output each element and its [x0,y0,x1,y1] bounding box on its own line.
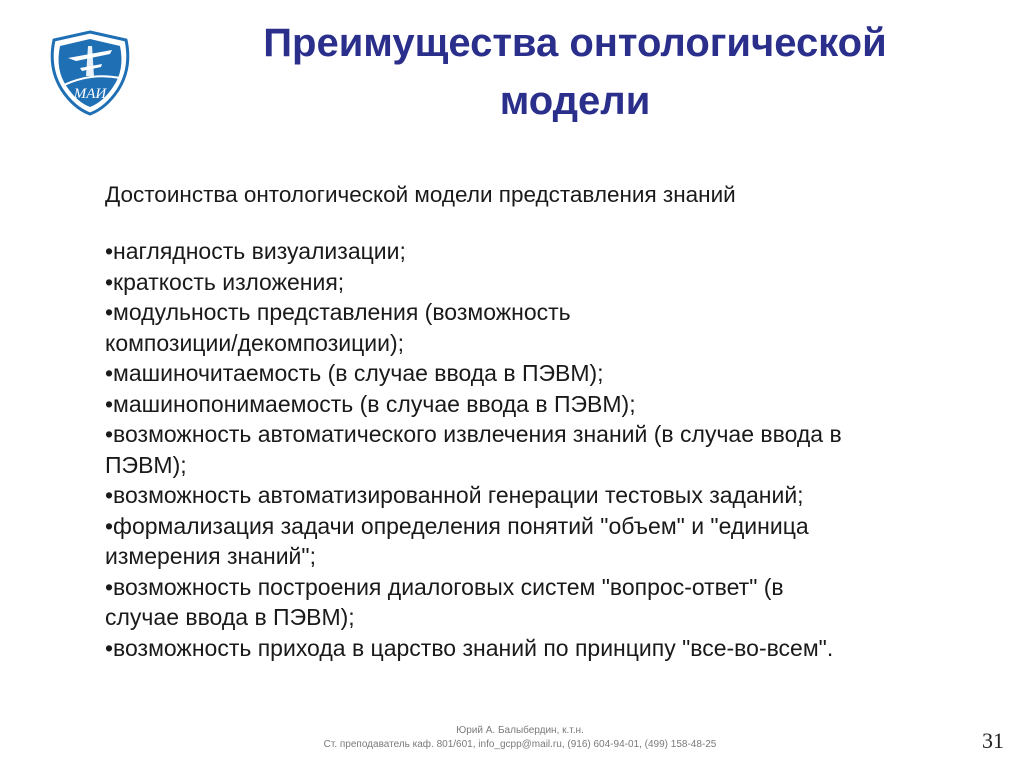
intro-text: Достоинства онтологической модели представления знаний [105,182,736,207]
list-item [105,358,965,389]
slide-title [150,14,1000,130]
list-item-line: •формализация задачи определения понятий "объем" и "единица [105,512,809,539]
list-item [105,480,965,511]
slide-footer [150,724,890,752]
list-item [105,419,965,480]
mai-logo-icon [40,28,140,118]
list-item [105,511,965,572]
list-item-line: •модульность представления (возможность [105,299,571,325]
slide-title-line1: Преимущества онтологической [263,21,887,65]
list-item-line: •наглядность визуализации; [105,238,406,264]
slide-content [105,178,965,663]
list-item-line: •возможность построения диалоговых систем "вопрос-ответ" (в [105,573,784,600]
mai-logo [40,28,140,118]
list-item-line: измерения знаний"; [105,543,316,569]
list-item-line: случае ввода в ПЭВМ); [105,604,355,630]
list-item [105,297,965,358]
slide-title-line2: модели [499,79,651,123]
footer-author: Юрий А. Балыбердин, к.т.н. [456,725,584,736]
list-item-line: •машиночитаемость (в случае ввода в ПЭВМ); [105,360,604,386]
footer-contacts: Ст. преподаватель каф. 801/601, info_gcpp@mail.ru, (916) 604-94-01, (499) 158-48-25 [323,739,717,750]
list-item-line: ПЭВМ); [105,451,187,478]
list-item [105,572,965,633]
list-item-line: композиции/декомпозиции); [105,329,404,356]
logo-text: МАИ [73,86,107,102]
list-item-line: •краткость изложения; [105,268,345,295]
page-number: 31 [982,728,1004,753]
list-item [105,389,965,420]
list-item-line: •возможность автоматического извлечения знаний (в случае ввода в [105,421,842,447]
list-item-line: •возможность прихода в царство знаний по принципу "все-во-всем". [105,634,834,661]
list-item [105,267,965,298]
list-item [105,633,965,664]
list-item [105,236,965,267]
advantages-list [105,236,965,663]
list-item-line: •машинопонимаемость (в случае ввода в ПЭВМ); [105,390,636,417]
list-item-line: •возможность автоматизированной генерации тестовых заданий; [105,482,804,508]
